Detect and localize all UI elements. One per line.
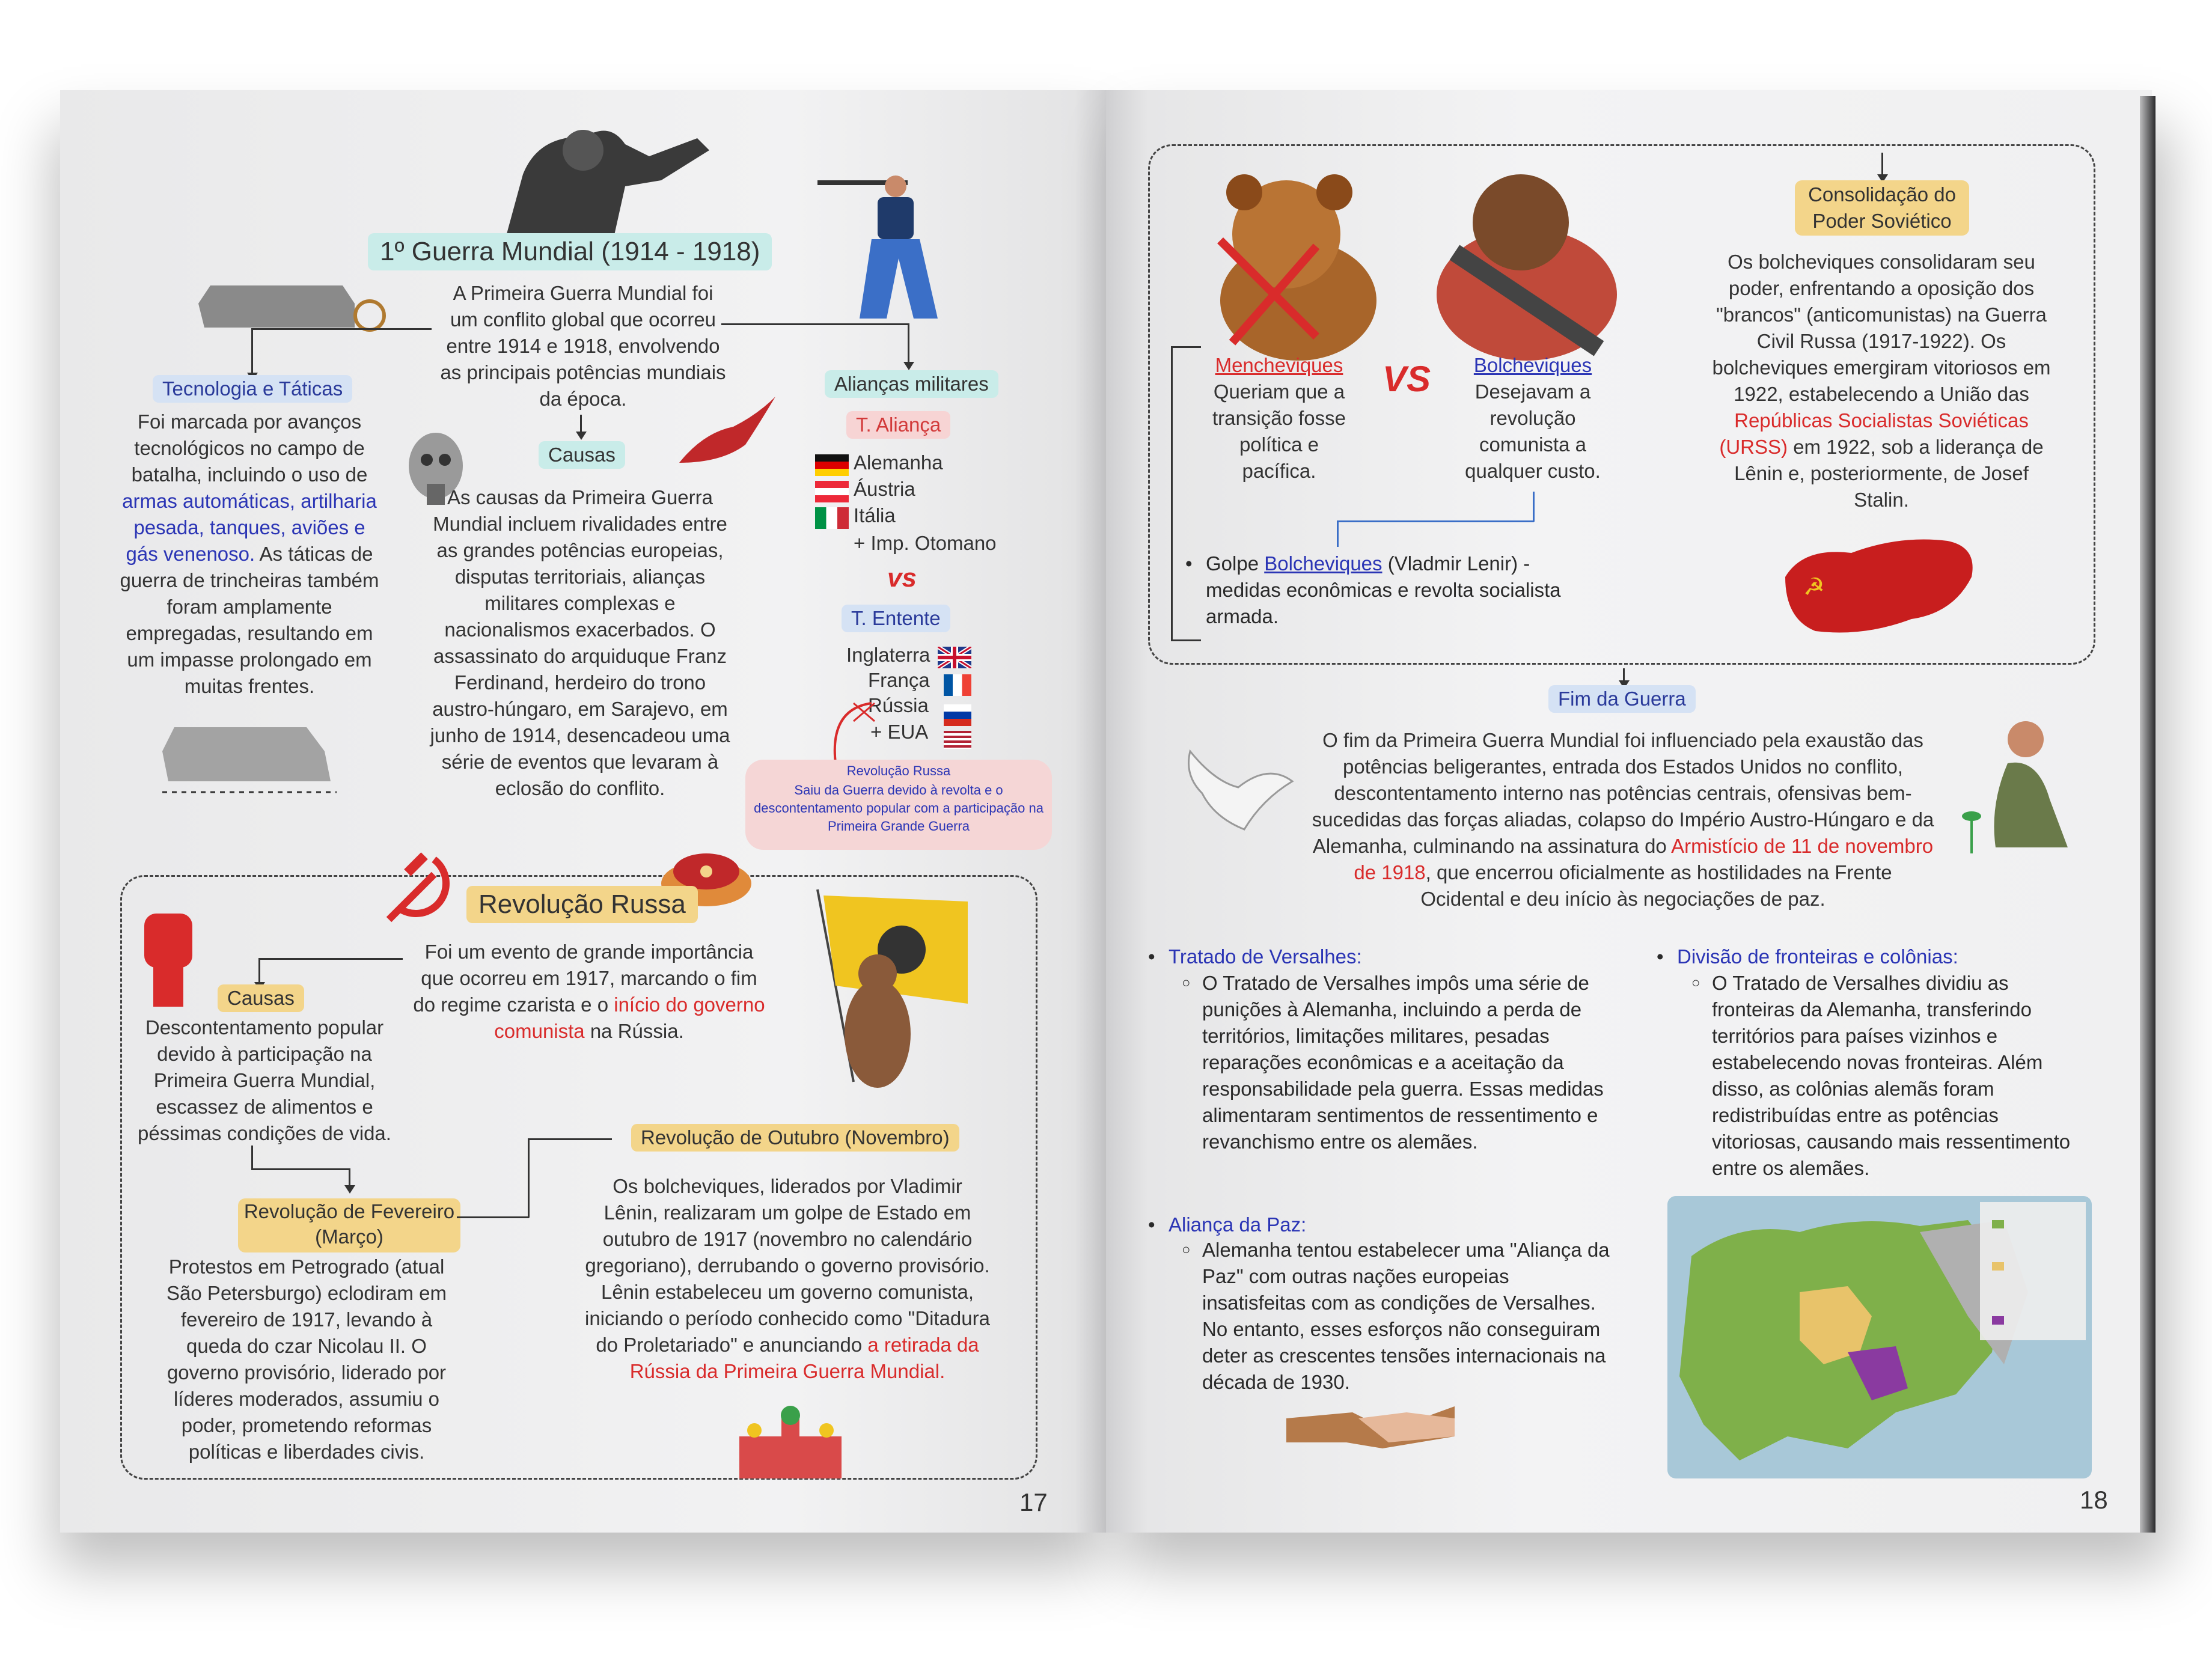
connector-arrow [258,958,260,982]
entente-member: França [868,669,930,691]
blood-splatter-icon [667,391,781,475]
vs-label-right: VS [1382,359,1431,399]
tank-illustration-top [198,273,391,334]
page-number: 17 [1019,1488,1048,1516]
feb-text: Protestos em Petrogrado (atual São Petersburgo) eclodiram em fevereiro de 1917, levando à queda do czar Nicolau II. O governo provisório, liderado por líderes moderados, assumiu o poder, prometendo reformas políticas e liberdades civis. [167,1255,447,1463]
red-arrow-icon [817,697,884,769]
bolsheviks-text: Desejavam a revolução comunista a qualquer custo. [1465,380,1601,482]
connector [721,323,909,325]
connector [528,1138,612,1140]
consol-text: Os bolcheviques consolidaram seu poder, enfrentando a oposição dos "brancos" (anticomunistas) na Guerra Civil Russa (1917-1922). Os bolcheviques emergiram vitoriosos em 1922, estabelecendo a União das Repúblicas Socialistas Soviéticas (URSS) em 1922, sob a liderança de Lênin e, posteriormente, de Josef Stalin. [1712,251,2051,511]
revolution-title: Revolução Russa [466,886,698,923]
entente-member: Inglaterra [846,644,930,666]
austria-flag-icon [815,481,849,502]
handshake-icon [1286,1400,1455,1454]
connector [1533,492,1535,522]
tank-illustration-bottom [162,715,343,793]
connector-arrow [1881,153,1883,174]
bear-with-flag-illustration [811,883,980,1112]
france-flag-icon [944,674,971,696]
end-label: Fim da Guerra [1548,685,1696,713]
entente-member: Rússia [868,694,929,716]
intro-text: A Primeira Guerra Mundial foi um conflito global que ocorreu entre 1914 e 1918, envolvendo as principais potências mundiais da época. [440,282,726,410]
revolution-intro: Foi um evento de grande importância que ocorreu em 1917, marcando o fim do regime czarista e o início do governo comunista na Rússia. [413,941,765,1042]
connector [1337,520,1339,547]
connector-arrow [349,1168,350,1185]
usa-flag-icon [944,731,971,749]
rev-causes-label: Causas [218,984,304,1012]
connector [528,1138,530,1218]
russia-note-title: Revolução Russa [846,763,951,778]
connector [1337,520,1534,522]
consol-label: Consolidação do [1808,183,1956,206]
ussr-map-icon [1779,529,1984,643]
connector-arrow [251,328,253,373]
italy-flag-icon [815,507,849,529]
feb-label: Revolução de Fevereiro [243,1200,455,1222]
versailles-text: ○ O Tratado de Versalhes impôs uma série de punições à Alemanha, incluindo a perda de territórios, limitações militares, pesadas reparações econômicas e a aceitação da responsabilidade pela guerra. Essas medidas alimentaram sentimentos de ressentimento e revanchismo entre os alemães. [1202,970,1611,1155]
cathedral-icon [727,1400,854,1478]
connector-arrow [580,415,582,432]
russia-note-text: Saiu da Guerra devido à revolta e o descontentamento popular com a participação na Primeira Grande Guerra [754,783,1043,834]
raised-fist-icon [132,908,204,1010]
borders-text: ○ O Tratado de Versalhes dividiu as fronteiras da Alemanha, transferindo territórios para países vizinhos e estabelecendo novas fronteiras. Além disso, as colônias alemãs foram redistribuídas entre as potências vitoriosas, causando mais ressentimento entre os alemães. [1712,970,2085,1182]
rev-causes-text: Descontentamento popular devido à participação na Primeira Guerra Mundial, escassez de alimentos e péssimas condições de vida. [138,1016,391,1144]
connector-arrow [908,323,909,362]
entente-member: + EUA [870,721,929,743]
hammer-sickle-icon [380,847,452,926]
page-title: 1º Guerra Mundial (1914 - 1918) [368,233,772,270]
coup-bullet: • Golpe Bolcheviques (Vladmir Lenir) - medidas econômicas e revolta socialista armada. [1206,551,1602,630]
book-edge [2140,96,2155,1533]
alliance-member: + Imp. Otomano [854,532,997,554]
peace-text: ○ Alemanha tentou estabelecer uma "Aliança da Paz" com outras nações europeias insatisfeitas com as condições de Versalhes. No entanto, esses esforços não conseguiram deter as crescentes tensões internacionais na década de 1930. [1202,1237,1611,1396]
connector [1171,346,1173,641]
oct-label: Revolução de Outubro (Novembro) [631,1124,959,1152]
mensheviks-bear-illustration [1196,168,1401,367]
europe-map-image [1667,1196,2092,1478]
oct-text: Os bolcheviques, liderados por Vladimir Lênin, realizaram um golpe de Estado em outubro de 1917 (novembro no calendário gregoriano), derrubando o governo provisório. Lênin estabeleceu um governo comunista, iniciando o período conhecido como "Ditadura do Proletariado" e anunciando a retirada da Rússia da Primeira Guerra Mundial. [585,1175,990,1382]
alliance-member: Itália [854,504,896,526]
peace-title: • Aliança da Paz: [1169,1212,1306,1238]
causes-text: As causas da Primeira Guerra Mundial incluem rivalidades entre as grandes potências europeias, disputas territoriais, alianças militares complexas e nacionalismos exacerbados. O assassinato do arquiduque Franz Ferdinand, herdeiro do trono austro-húngaro, em Sarajevo, em junho de 1914, desencadeou uma série de eventos que levaram à eclosão do conflito. [430,486,730,799]
uk-flag-icon [938,647,971,668]
alliance-member: Alemanha [854,451,943,474]
bolsheviks-bear-illustration [1419,156,1635,373]
causes-label: Causas [539,441,625,469]
mensheviks-text: Queriam que a transição fosse política e pacífica. [1212,380,1346,482]
rifleman-illustration [817,168,950,325]
connector [251,1146,253,1170]
feb-label: (Março) [315,1225,383,1248]
germany-flag-icon [815,454,849,476]
russia-flag-icon [944,704,971,726]
soldier-gas-mask-illustration [469,120,721,240]
end-text: O fim da Primeira Guerra Mundial foi influenciado pela exaustão das potências beligerantes, entrada dos Estados Unidos no conflito, descontentamento interno nas potências centrais, ofensivas bem-sucedidas das forças aliadas, colapso do Império Austro-Húngaro e da Alemanha, culminando na assinatura do Armistício de 11 de novembro de 1918, que encerrou oficialmente as hostilidades na Frente Ocidental e deu início às negociações de paz. [1312,729,1934,910]
versailles-title: • Tratado de Versalhes: [1169,944,1362,970]
borders-title: • Divisão de fronteiras e colônias: [1677,944,1958,970]
connector [1171,346,1201,348]
entente-label: T. Entente [842,605,950,632]
connector [251,328,432,330]
connector [251,1168,350,1170]
bolsheviks-label: Bolcheviques [1473,354,1592,376]
peace-dove-icon [1178,727,1298,835]
consol-label: Poder Soviético [1812,210,1952,232]
svg-text:☭: ☭ [1803,573,1825,601]
connector-arrow [1623,668,1625,680]
vs-label: vs [887,563,917,593]
tech-label: Tecnologia e Táticas [153,375,352,403]
page-number: 18 [2080,1486,2108,1514]
tech-text: Foi marcada por avanços tecnológicos no campo de batalha, incluindo o uso de armas automáticas, artilharia pesada, tanques, aviões e gás venenoso. As táticas de guerra de trincheiras também foram amplamente empregadas, resultando em um impasse prolongado em muitas frentes. [120,410,379,697]
woman-planting-illustration [1948,715,2080,859]
triple-alliance-label: T. Aliança [846,411,950,439]
connector [1171,639,1201,641]
alliance-member: Áustria [854,478,915,500]
connector [258,958,403,960]
mensheviks-label: Mencheviques [1215,354,1343,376]
connector [457,1216,529,1218]
alliances-label: Alianças militares [825,370,998,398]
